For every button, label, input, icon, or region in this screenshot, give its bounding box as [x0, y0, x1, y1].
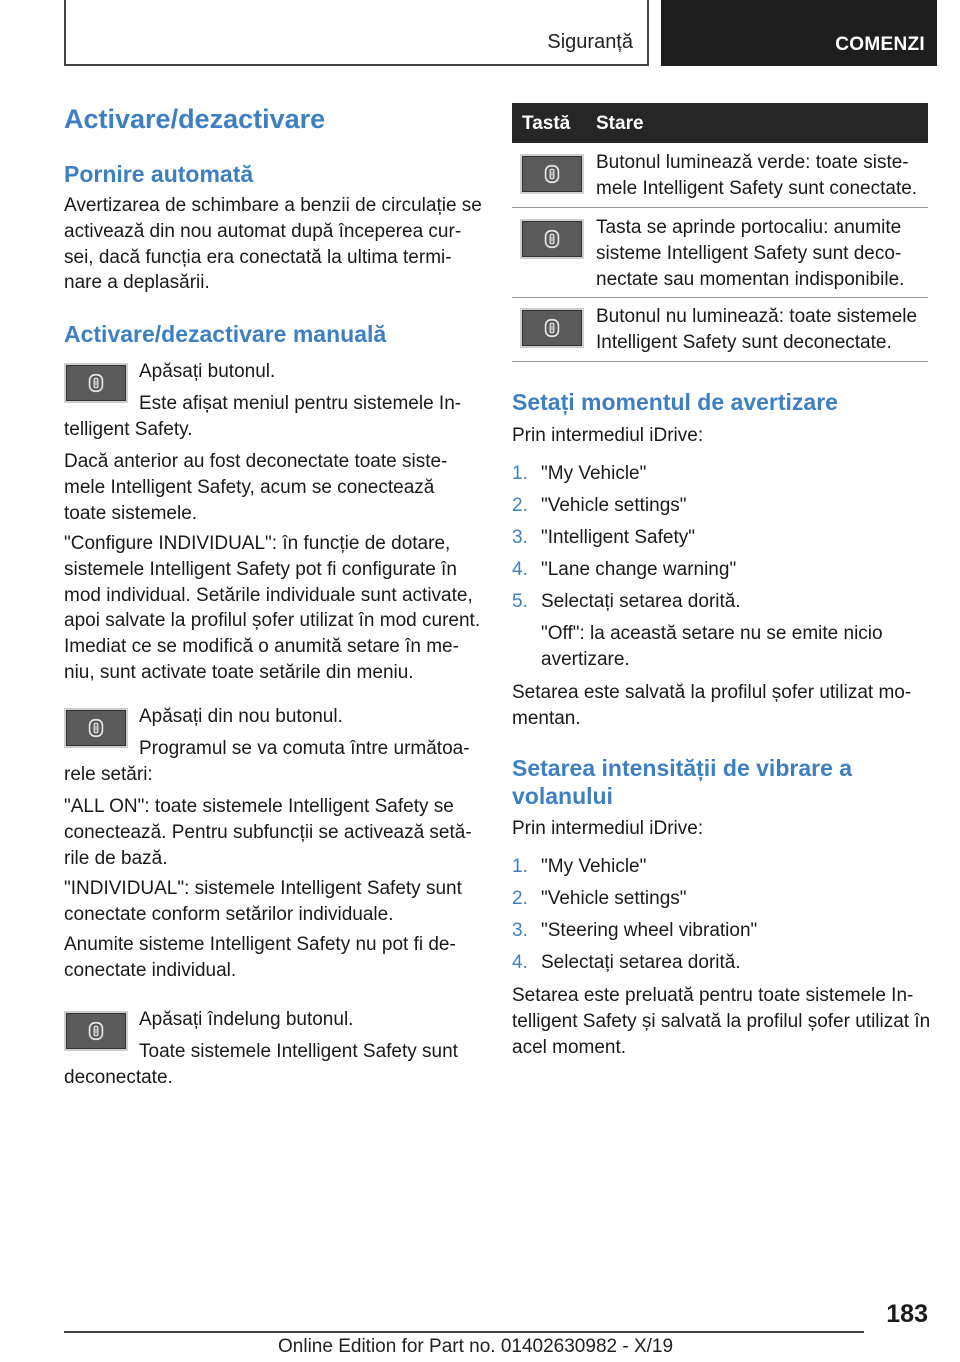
header-chapter-box — [661, 0, 937, 66]
table-row — [512, 143, 928, 208]
press-button-text: Apăsați butonul. — [139, 361, 276, 382]
heading-vibration: Setarea intensității de vibrare a volanului — [512, 755, 853, 809]
table-row — [512, 208, 928, 298]
all-off-line2: deconectate. — [64, 1067, 173, 1088]
auto-start-paragraph: Avertizarea de schimbare a benzii de circulație se activează din nou automat după începerea cur- sei, dacă funcția era conectată la ultima termi- nare a deplasării. — [64, 195, 482, 294]
table-header — [512, 103, 928, 143]
chapter-title: COMENZI — [835, 34, 925, 55]
button-state-table — [512, 103, 928, 362]
header-section-box — [64, 0, 649, 66]
col-key-header: Tastă — [522, 113, 571, 134]
heading-manual: Activare/dezactivare manuală — [64, 321, 387, 347]
intelligent-safety-button-icon — [520, 154, 584, 194]
footer-divider — [64, 1331, 864, 1333]
state-description: Butonul nu luminează: toate sistemele Intelligent Safety sunt deconectate. — [596, 306, 918, 353]
configure-individual-paragraph: "Configure INDIVIDUAL": în funcție de dotare, sistemele Intelligent Safety pot fi configurate în mod individual. Setările individuale sunt activate, apoi salvate la profilul șofer utilizat în mod curent. Imediat ce se modifică o anumită setare în me- niu, sunt activate toate setările din meniu. — [64, 533, 481, 683]
table-row — [512, 298, 928, 362]
menu-shown-line1: Este afișat meniul pentru sistemele In- — [139, 393, 462, 414]
page-number: 183 — [886, 1300, 928, 1328]
program-line2: rele setări: — [64, 764, 153, 785]
intelligent-safety-button-icon — [64, 708, 128, 748]
intelligent-safety-button-icon — [64, 363, 128, 403]
col-state-header: Stare — [596, 113, 644, 134]
all-on-paragraph: "ALL ON": toate sistemele Intelligent Safety se conectează. Pentru subfuncții se activează setă- rile de bază. — [64, 796, 472, 869]
press-again-text: Apăsați din nou butonul. — [139, 706, 343, 727]
warn-via-idrive: Prin intermediul iDrive: — [512, 425, 704, 446]
heading-auto-start: Pornire automată — [64, 161, 254, 187]
individual-paragraph: "INDIVIDUAL": sistemele Intelligent Safety sunt conectate conform setărilor individuale. — [64, 878, 462, 925]
press-long-text: Apăsați îndelung butonul. — [139, 1009, 354, 1030]
intelligent-safety-button-icon — [520, 219, 584, 259]
section-title: Siguranță — [547, 31, 633, 53]
footer-edition: Online Edition for Part no. 01402630982 - X/19 — [278, 1336, 674, 1357]
all-off-line1: Toate sistemele Intelligent Safety sunt — [139, 1041, 458, 1062]
program-line1: Programul se va comuta între următoa- — [139, 738, 470, 759]
menu-shown-line2: telligent Safety. — [64, 419, 193, 440]
intelligent-safety-button-icon — [520, 308, 584, 348]
intelligent-safety-button-icon — [64, 1011, 128, 1051]
saved-profile-paragraph: Setarea este salvată la profilul șofer utilizat mo- mentan. — [512, 682, 912, 729]
state-description: Tasta se aprinde portocaliu: anumite sisteme Intelligent Safety sunt deco- nectate sau momentan indisponibile. — [596, 217, 905, 290]
some-systems-paragraph: Anumite sisteme Intelligent Safety nu pot fi de- conectate individual. — [64, 934, 456, 981]
vib-via-idrive: Prin intermediul iDrive: — [512, 818, 704, 839]
off-setting-note: "Off": la această setare nu se emite nicio avertizare. — [541, 623, 883, 670]
page-title: Activare/dezactivare — [64, 104, 326, 134]
previous-off-paragraph: Dacă anterior au fost deconectate toate siste- mele Intelligent Safety, acum se conectează toate sistemele. — [64, 451, 448, 524]
state-description: Butonul luminează verde: toate siste- mele Intelligent Safety sunt conectate. — [596, 152, 918, 199]
final-paragraph: Setarea este preluată pentru toate sistemele In- telligent Safety și salvată la profilul șofer utilizat în acel moment. — [512, 985, 931, 1058]
heading-warning-time: Setați momentul de avertizare — [512, 389, 838, 415]
